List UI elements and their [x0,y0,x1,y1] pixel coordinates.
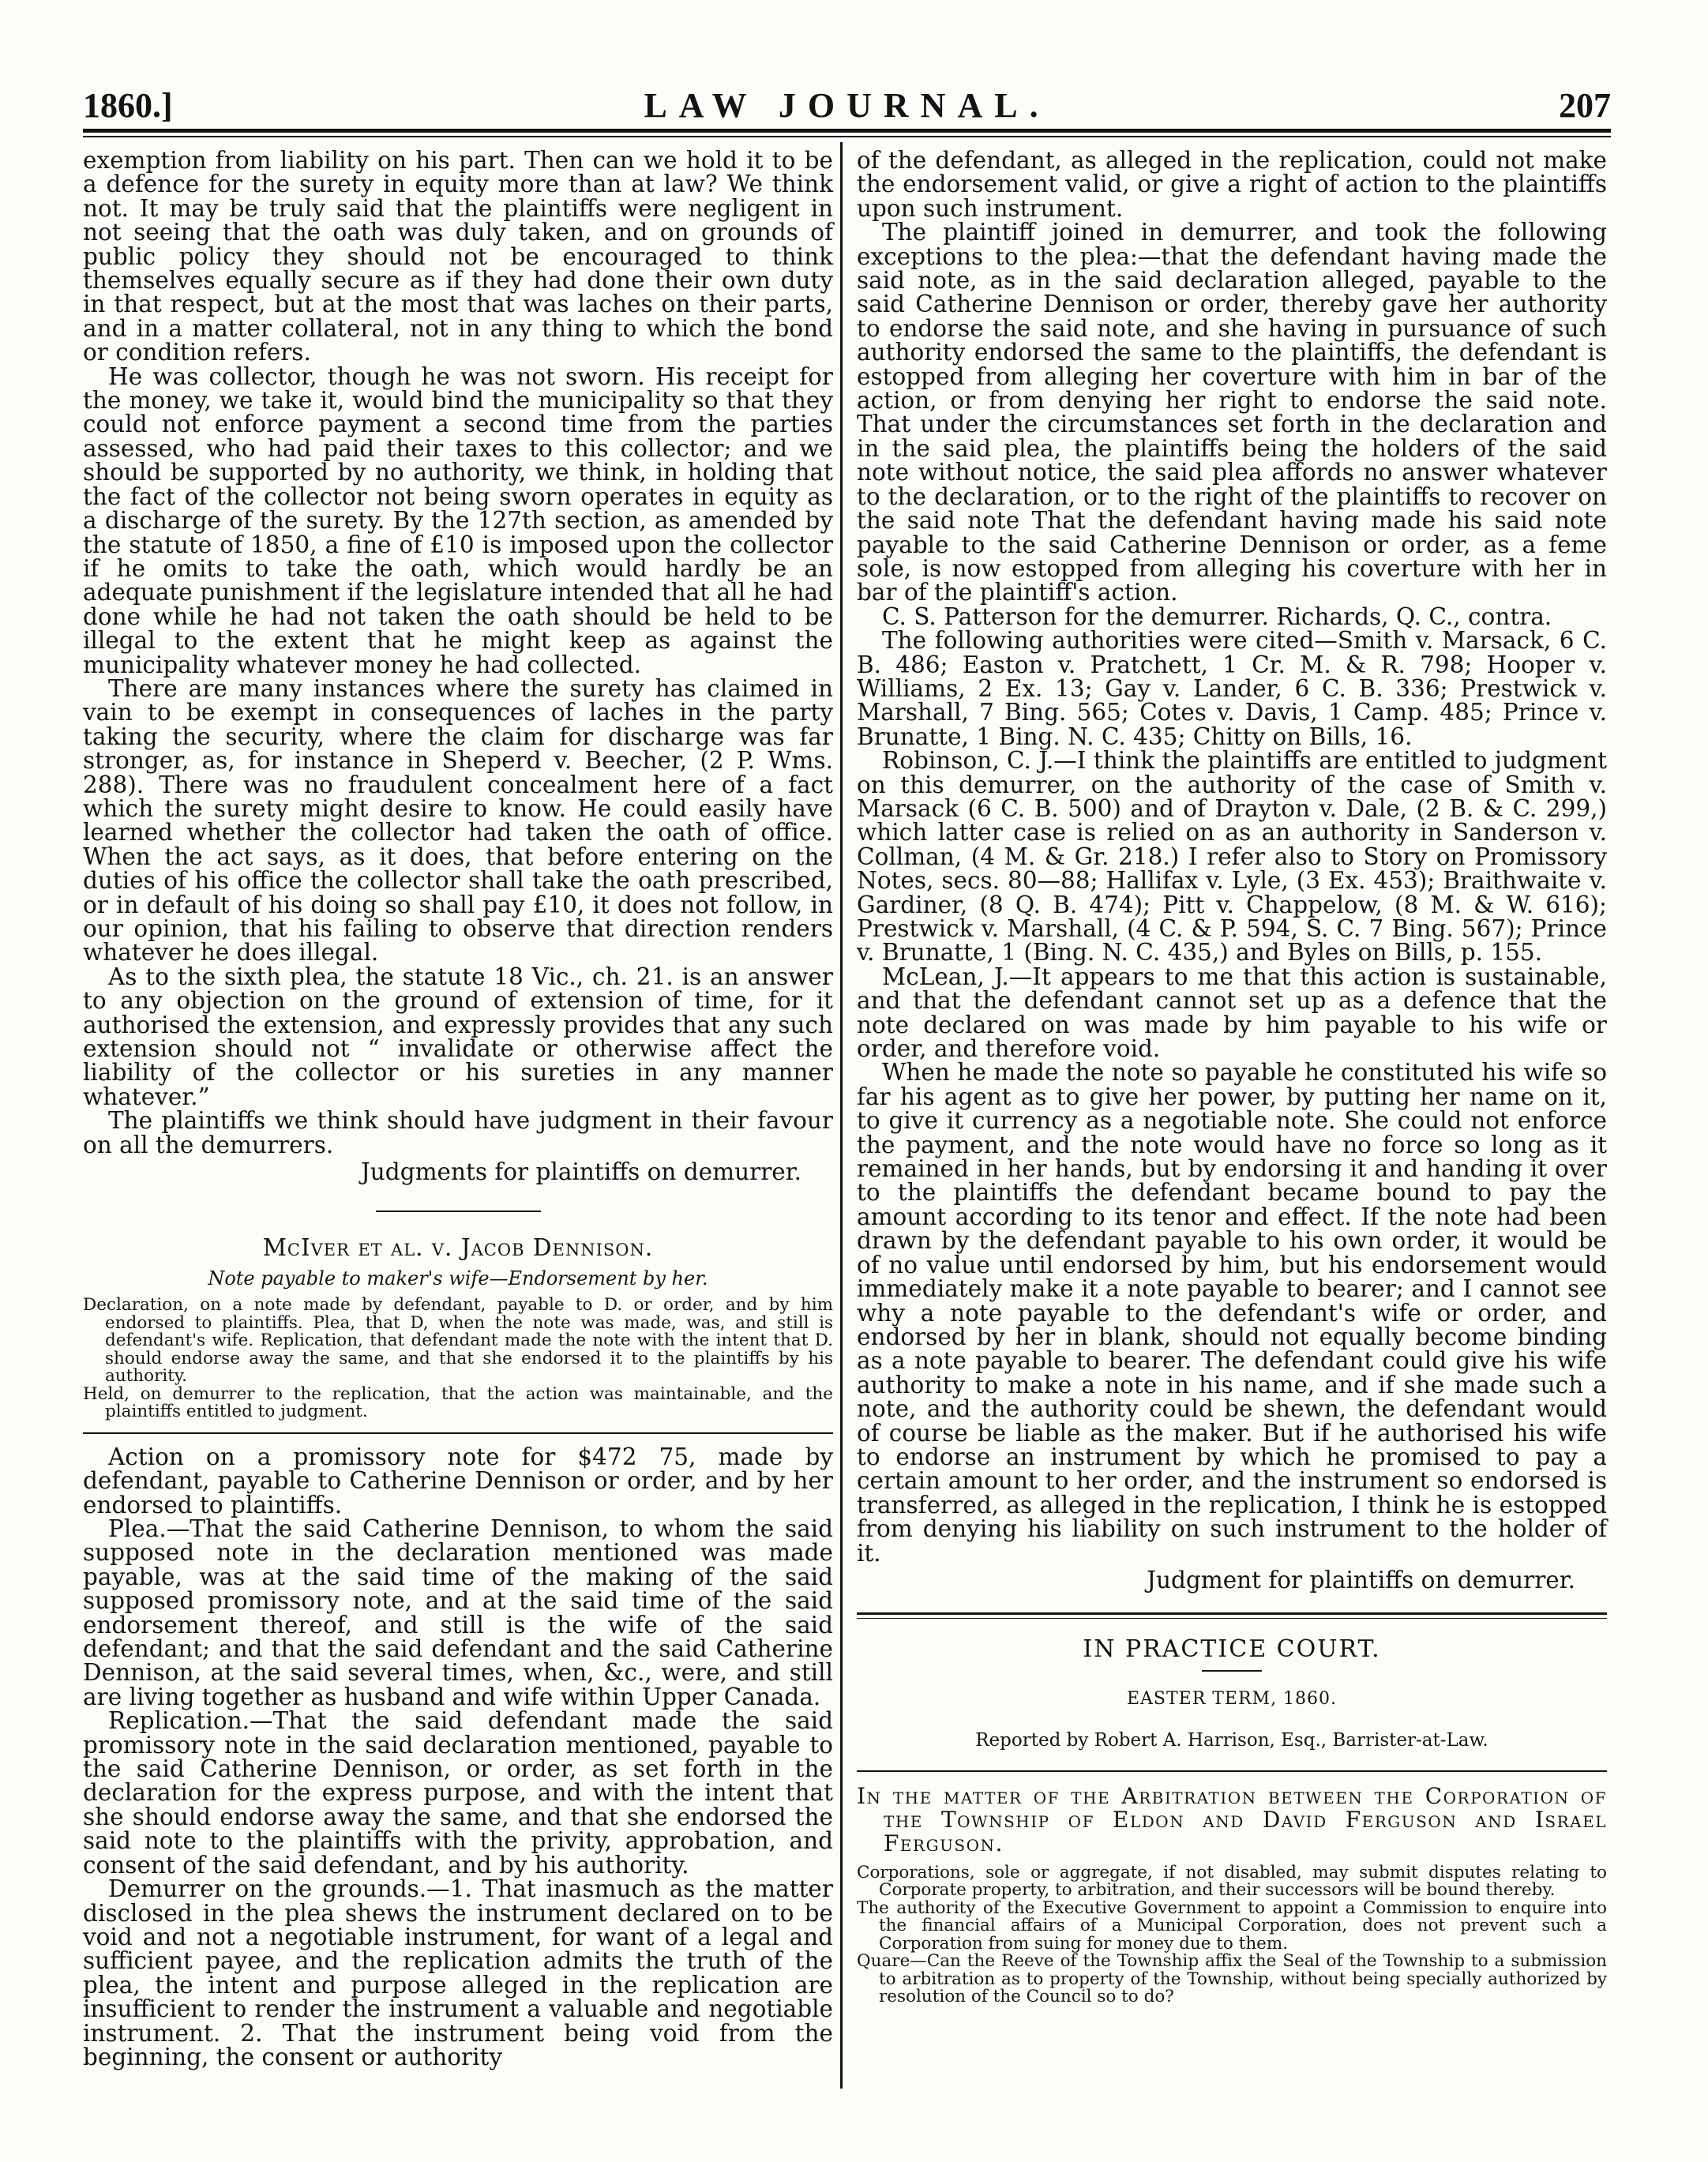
paragraph: The plaintiffs we think should have judgment in their favour on all the demurrers. [83,1107,833,1158]
paragraph: Plea.—That the said Catherine Dennison, to whom the said supposed note in the declaration mentioned was made payable, was at the said time of the making of the said supposed promissory note, and at the said time of the said endorsement thereof, and still is the wife of the said defendant; and that the said defendant and the said Catherine Dennison, at the said several times, when, &c., were, and still are living together as husband and wife within Upper Canada. [83,1515,833,1710]
paragraph: Replication.—That the said defendant made the said promissory note in the said declaration mentioned, payable to the said Catherine Dennison, or order, as set forth in the declaration for the express purpose, and with the intent that she should endorse away the same, and that she endorsed the said note to the plaintiffs with the privity, approbation, and consent of the said defendant, and by his authority. [83,1707,833,1879]
court-rule [1202,1670,1262,1672]
headnote: Quare—Can the Reeve of the Township affix the Seal of the Township to a submission to arbitration as to property of the Township, without being specially authorized by resolution of the Council so to do? [857,1951,1607,2007]
section-rule [376,1210,541,1212]
paragraph: He was collector, though he was not sworn. His receipt for the money, we take it, would bind the municipality so that they could not enforce payment a second time from the parties assessed, who had paid their taxes to this collector; and we should be supported by no authority, we think, in holding that the fact of the collector not being sworn operates in equity as a discharge of the surety. By the 127th section, as amended by the statute of 1850, a fine of £10 is imposed upon the collector if he omits to take the oath, which would hardly be an adequate punishment if the legislature intended that all he had done while he had not taken the oath should be held to be illegal to the extent that he might keep as against the municipality whatever money he had collected. [83,362,833,678]
headnote: Held, on demurrer to the replication, that the action was maintainable, and the plaintiffs entitled to judgment. [83,1383,833,1422]
headnote-rule [83,1432,833,1434]
paragraph: McLean, J.—It appears to me that this action is sustainable, and that the defendant cannot set up as a defence that the note declared on was made by him payable to his wife or order, and therefore void. [857,963,1607,1063]
paragraph: Demurrer on the grounds.—1. That inasmuch as the matter disclosed in the plea shews the instrument declared on to be void and not a negotiable instrument, for want of a legal and sufficient payee, and the replication admits the truth of the plea, the intent and purpose alleged in the replication are insufficient to render the instrument a valuable and negotiable instrument. 2. That the instrument being void from the beginning, the consent or authority [83,1875,833,2070]
court-title: IN PRACTICE COURT. [1083,1635,1381,1664]
case-title: McIver et al. v. Jacob Dennison. [262,1234,654,1262]
paragraph: As to the sixth plea, the statute 18 Vic., ch. 21. is an answer to any objection on the ground of extension of time, for it authorised the extension, and expressly provides that any such extension should not “ invalidate or otherwise affect the liability of the collector or his sureties in any manner whatever.” [83,963,833,1110]
paragraph: C. S. Patterson for the demurrer. Richards, Q. C., contra. [882,602,1552,630]
term-title: EASTER TERM, 1860. [1126,1688,1338,1709]
paragraph: When he made the note so payable he constituted his wife so far his agent as to give her power, by putting her name on it, to give it currency as a negotiable note. She could not enforce the payment, and the note would have no force so long as it remained in her hands, but by endorsing it and handing it over to the plaintiffs the defendant became bound to pay the amount according to its tenor and effect. If the note had been drawn by the defendant payable to his own order, it would be of no value until endorsed by him, but his endorsement would immediately make it a note payable to bearer; and I cannot see why a note payable to the defendant's wife or order, and endorsed by her in blank, should not equally become binding as a note payable to bearer. The defendant could give his wife authority to make a note in his name, and if she made such a note, and the authority could be shewn, the defendant would of course be liable as the maker. But if he authorised his wife to endorse an instrument by which he promised to pay a certain amount to her order, and the instrument so endorsed is transferred, as alleged in the replication, I think he is estopped from denying his liability on such instrument to the holder of it. [857,1059,1607,1567]
headnote: Declaration, on a note made by defendant, payable to D. or order, and by him endorsed to plaintiffs. Plea, that D, when the note was made, was, and still is defendant's wife. Replication, that defendant made the note with the intent that D. should endorse away the same, and that she endorsed it to the plaintiffs by his authority. [83,1295,833,1387]
verdict: Judgment for plaintiffs on demurrer. [1147,1566,1575,1593]
reporter-rule [857,1770,1607,1772]
case-subtitle: Note payable to maker's wife—Endorsement by her. [208,1267,708,1289]
column-divider [840,142,843,2089]
page-number: 207 [1559,86,1611,125]
paragraph: The plaintiff joined in demurrer, and took the following exceptions to the plea:—that the defendant having made the said note, as in the said declaration alleged, payable to the said Catherine Dennison or order, thereby gave her authority to endorse the said note, and she having in pursuance of such authority endorsed the same to the plaintiffs, the defendant is estopped from alleging her coverture with him in bar of the action, or from denying her right to endorse the said note. That under the circumstances set forth in the declaration and in the said plea, the plaintiffs being the holders of the said note without notice, the said plea affords no answer whatever to the declaration, or to the right of the plaintiffs to recover on the said note That the defendant having made his said note payable to the said Catherine Dennison or order, as a feme sole, is now estopped from alleging his coverture with her in bar of the plaintiff's action. [857,219,1607,606]
paragraph: exemption from liability on his part. Then can we hold it to be a defence for the surety in equity more than at law? We think not. It may be truly said that the plaintiffs were negligent in not seeing that the oath was duly taken, and on grounds of public policy they should not be encouraged to think themselves equally secure as if they had done their own duty in that respect, but at the most that was laches on their parts, and in a matter collateral, not in any thing to which the bond or condition refers. [83,147,833,366]
page-header [83,79,1611,126]
verdict: Judgments for plaintiffs on demurrer. [360,1158,801,1186]
header-rule-thick [83,129,1611,133]
reporter-line: Reported by Robert A. Harrison, Esq., Barrister-at-Law. [975,1730,1488,1751]
header-rule-thin [83,136,1611,137]
headnote: The authority of the Executive Government to appoint a Commission to enquire into the financial affairs of a Municipal Corporation, does not prevent such a Corporation from suing for money due to them. [857,1897,1607,1954]
headnote: Corporations, sole or aggregate, if not disabled, may submit disputes relating to Corporate property, to arbitration, and their successors will be bound thereby. [857,1862,1607,1901]
paragraph: Action on a promissory note for $472 75, made by defendant, payable to Catherine Dennison or order, and by her endorsed to plaintiffs. [83,1443,833,1518]
right-column [857,148,1607,2006]
header-year: 1860.] [83,86,173,125]
arbitration-title: In the matter of the Arbitration between the Corporation of the Township of Eldon and David Ferguson and Israel Ferguson. [857,1782,1607,1857]
paragraph: The following authorities were cited—Smith v. Marsack, 6 C. B. 486; Easton v. Pratchett, 1 Cr. M. & R. 798; Hooper v. Williams, 2 Ex. 13; Gay v. Lander, 6 C. B. 336; Prestwick v. Marshall, 7 Bing. 565; Cotes v. Davis, 1 Camp. 485; Prince v. Brunatte, 1 Bing. N. C. 435; Chitty on Bills, 16. [857,627,1607,750]
left-column [83,148,833,2069]
paragraph: Robinson, C. J.—I think the plaintiffs are entitled to judgment on this demurrer, on the authority of the case of Smith v. Marsack (6 C. B. 500) and of Drayton v. Dale, (2 B. & C. 299,) which latter case is relied on as an authority in Sanderson v. Collman, (4 M. & Gr. 218.) I refer also to Story on Promissory Notes, secs. 80—88; Hallifax v. Lyle, (3 Ex. 453); Braithwaite v. Gardiner, (8 Q. B. 474); Pitt v. Chappelow, (8 M. & W. 616); Prestwick v. Marshall, (4 C. & P. 594, S. C. 7 Bing. 567); Prince v. Brunatte, 1 (Bing. N. C. 435,) and Byles on Bills, p. 155. [857,747,1607,967]
paragraph: There are many instances where the surety has claimed in vain to be exempt in consequences of laches in the party taking the security, where the claim for discharge was far stronger, as, for instance in Sheperd v. Beecher, (2 P. Wms. 288). There was no fraudulent concealment here of a fact which the surety might desire to know. He could easily have learned whether the collector had taken the oath of office. When the act says, as it does, that before entering on the duties of his office the collector shall take the oath prescribed, or in default of his doing so shall pay £10, it does not follow, in our opinion, that his failing to observe that direction renders whatever he does illegal. [83,674,833,967]
header-title: LAW JOURNAL. [644,86,1050,125]
paragraph: of the defendant, as alleged in the replication, could not make the endorsement valid, or give a right of action to the plaintiffs upon such instrument. [857,147,1607,222]
section-double-rule [857,1612,1607,1619]
